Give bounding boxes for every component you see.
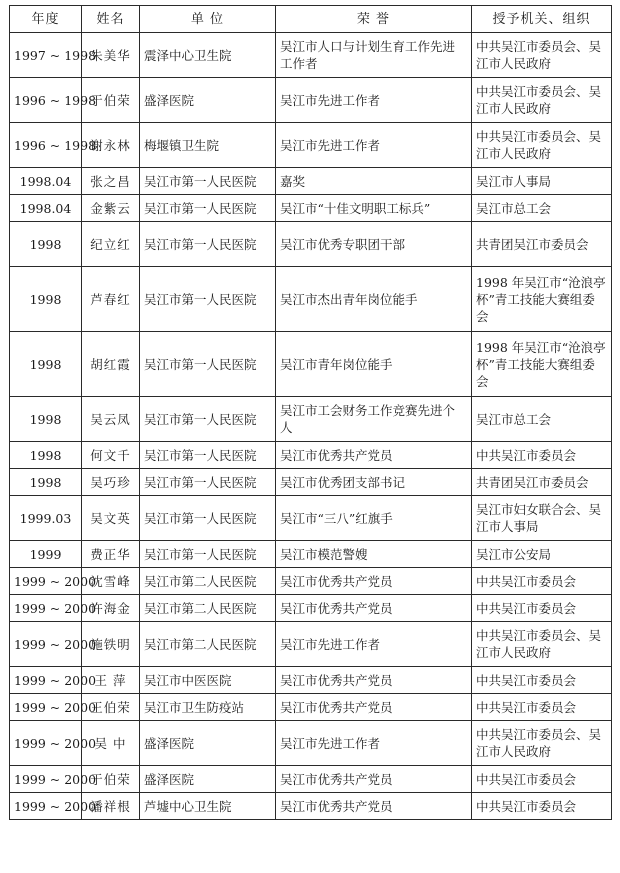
cell-honor: 吴江市优秀共产党员 xyxy=(276,694,472,721)
table-header xyxy=(10,6,612,33)
cell-name: 沈雪峰 xyxy=(82,568,140,595)
header-org: 授予机关、组织 xyxy=(472,6,612,33)
cell-honor: 吴江市“十佳文明职工标兵” xyxy=(276,195,472,222)
table-row xyxy=(10,267,612,332)
table-row xyxy=(10,168,612,195)
cell-org: 中共吴江市委员会 xyxy=(472,568,612,595)
cell-year: 1997 ~ 1998 xyxy=(10,33,82,78)
cell-honor: 吴江市先进工作者 xyxy=(276,123,472,168)
header-unit: 单 位 xyxy=(140,6,276,33)
table-row xyxy=(10,793,612,820)
table-row xyxy=(10,195,612,222)
table-row xyxy=(10,397,612,442)
cell-honor: 吴江市青年岗位能手 xyxy=(276,332,472,397)
cell-name: 施铁明 xyxy=(82,622,140,667)
cell-unit: 盛泽医院 xyxy=(140,721,276,766)
table-row xyxy=(10,78,612,123)
header-row xyxy=(10,6,612,33)
cell-org: 中共吴江市委员会、吴江市人民政府 xyxy=(472,721,612,766)
cell-unit: 吴江市第一人民医院 xyxy=(140,267,276,332)
table-row xyxy=(10,595,612,622)
cell-name: 张之昌 xyxy=(82,168,140,195)
cell-name: 吴云凤 xyxy=(82,397,140,442)
cell-name: 朱美华 xyxy=(82,33,140,78)
honors-table xyxy=(9,5,612,820)
cell-year: 1998 xyxy=(10,469,82,496)
cell-honor: 吴江市先进工作者 xyxy=(276,78,472,123)
cell-name: 谢永林 xyxy=(82,123,140,168)
cell-org: 共青团吴江市委员会 xyxy=(472,222,612,267)
cell-org: 中共吴江市委员会、吴江市人民政府 xyxy=(472,78,612,123)
table-row xyxy=(10,568,612,595)
cell-year: 1999.03 xyxy=(10,496,82,541)
cell-unit: 吴江市第二人民医院 xyxy=(140,595,276,622)
cell-org: 中共吴江市委员会、吴江市人民政府 xyxy=(472,622,612,667)
cell-honor: 吴江市模范警嫂 xyxy=(276,541,472,568)
header-honor: 荣 誉 xyxy=(276,6,472,33)
table-row xyxy=(10,721,612,766)
cell-org: 共青团吴江市委员会 xyxy=(472,469,612,496)
cell-org: 中共吴江市委员会 xyxy=(472,667,612,694)
cell-name: 王伯荣 xyxy=(82,694,140,721)
table-body xyxy=(10,33,612,820)
cell-year: 1999 ~ 2000 xyxy=(10,568,82,595)
cell-year: 1999 ~ 2000 xyxy=(10,595,82,622)
cell-honor: 吴江市“三八”红旗手 xyxy=(276,496,472,541)
cell-unit: 吴江市第一人民医院 xyxy=(140,397,276,442)
cell-year: 1998 xyxy=(10,397,82,442)
cell-honor: 吴江市先进工作者 xyxy=(276,622,472,667)
cell-year: 1998 xyxy=(10,222,82,267)
cell-unit: 吴江市第一人民医院 xyxy=(140,442,276,469)
table-row xyxy=(10,332,612,397)
cell-unit: 梅堰镇卫生院 xyxy=(140,123,276,168)
cell-unit: 盛泽医院 xyxy=(140,766,276,793)
cell-org: 中共吴江市委员会 xyxy=(472,442,612,469)
cell-org: 吴江市人事局 xyxy=(472,168,612,195)
table-row xyxy=(10,694,612,721)
cell-name: 于伯荣 xyxy=(82,766,140,793)
cell-year: 1998 xyxy=(10,267,82,332)
cell-name: 纪立红 xyxy=(82,222,140,267)
cell-unit: 吴江市第二人民医院 xyxy=(140,568,276,595)
cell-org: 中共吴江市委员会 xyxy=(472,766,612,793)
cell-unit: 吴江市第一人民医院 xyxy=(140,496,276,541)
cell-name: 潘祥根 xyxy=(82,793,140,820)
cell-year: 1996 ~ 1998 xyxy=(10,78,82,123)
table-row xyxy=(10,33,612,78)
cell-name: 吴文英 xyxy=(82,496,140,541)
cell-org: 吴江市妇女联合会、吴江市人事局 xyxy=(472,496,612,541)
cell-year: 1996 ~ 1998 xyxy=(10,123,82,168)
cell-org: 中共吴江市委员会、吴江市人民政府 xyxy=(472,123,612,168)
table-row xyxy=(10,766,612,793)
cell-year: 1999 xyxy=(10,541,82,568)
cell-unit: 吴江市第二人民医院 xyxy=(140,622,276,667)
cell-year: 1998 xyxy=(10,332,82,397)
cell-unit: 震泽中心卫生院 xyxy=(140,33,276,78)
table-row xyxy=(10,622,612,667)
cell-name: 芦春红 xyxy=(82,267,140,332)
cell-name: 何文千 xyxy=(82,442,140,469)
cell-org: 1998 年吴江市“沧浪亭杯”青工技能大赛组委会 xyxy=(472,332,612,397)
table-row xyxy=(10,123,612,168)
cell-name: 金紫云 xyxy=(82,195,140,222)
cell-honor: 吴江市优秀共产党员 xyxy=(276,595,472,622)
table-row xyxy=(10,469,612,496)
cell-name: 许海金 xyxy=(82,595,140,622)
table-row xyxy=(10,222,612,267)
cell-honor: 嘉奖 xyxy=(276,168,472,195)
cell-name: 王 萍 xyxy=(82,667,140,694)
cell-org: 中共吴江市委员会 xyxy=(472,793,612,820)
cell-name: 于伯荣 xyxy=(82,78,140,123)
cell-year: 1999 ~ 2000 xyxy=(10,694,82,721)
cell-name: 吴 中 xyxy=(82,721,140,766)
cell-org: 吴江市总工会 xyxy=(472,195,612,222)
table-row xyxy=(10,667,612,694)
cell-org: 吴江市公安局 xyxy=(472,541,612,568)
cell-unit: 吴江市第一人民医院 xyxy=(140,168,276,195)
cell-year: 1999 ~ 2000 xyxy=(10,766,82,793)
table-row xyxy=(10,496,612,541)
cell-honor: 吴江市先进工作者 xyxy=(276,721,472,766)
cell-unit: 吴江市第一人民医院 xyxy=(140,195,276,222)
cell-honor: 吴江市工会财务工作竞赛先进个人 xyxy=(276,397,472,442)
header-year: 年度 xyxy=(10,6,82,33)
cell-unit: 吴江市第一人民医院 xyxy=(140,469,276,496)
cell-year: 1998 xyxy=(10,442,82,469)
cell-honor: 吴江市优秀共产党员 xyxy=(276,793,472,820)
cell-unit: 芦墟中心卫生院 xyxy=(140,793,276,820)
cell-org: 中共吴江市委员会、吴江市人民政府 xyxy=(472,33,612,78)
header-name: 姓名 xyxy=(82,6,140,33)
cell-org: 中共吴江市委员会 xyxy=(472,595,612,622)
cell-year: 1999 ~ 2000 xyxy=(10,622,82,667)
cell-honor: 吴江市优秀团支部书记 xyxy=(276,469,472,496)
cell-honor: 吴江市杰出青年岗位能手 xyxy=(276,267,472,332)
cell-unit: 盛泽医院 xyxy=(140,78,276,123)
cell-unit: 吴江市第一人民医院 xyxy=(140,541,276,568)
cell-unit: 吴江市第一人民医院 xyxy=(140,332,276,397)
cell-year: 1998.04 xyxy=(10,168,82,195)
cell-unit: 吴江市中医医院 xyxy=(140,667,276,694)
table-row xyxy=(10,442,612,469)
cell-honor: 吴江市优秀专职团干部 xyxy=(276,222,472,267)
cell-year: 1999 ~ 2000 xyxy=(10,721,82,766)
cell-year: 1999 ~ 2000 xyxy=(10,667,82,694)
cell-name: 胡红霞 xyxy=(82,332,140,397)
cell-org: 1998 年吴江市“沧浪亭杯”青工技能大赛组委会 xyxy=(472,267,612,332)
cell-year: 1999 ~ 2000 xyxy=(10,793,82,820)
cell-org: 吴江市总工会 xyxy=(472,397,612,442)
cell-honor: 吴江市优秀共产党员 xyxy=(276,766,472,793)
cell-honor: 吴江市优秀共产党员 xyxy=(276,667,472,694)
cell-name: 吴巧珍 xyxy=(82,469,140,496)
cell-honor: 吴江市优秀共产党员 xyxy=(276,568,472,595)
cell-unit: 吴江市卫生防疫站 xyxy=(140,694,276,721)
cell-name: 费正华 xyxy=(82,541,140,568)
cell-unit: 吴江市第一人民医院 xyxy=(140,222,276,267)
cell-honor: 吴江市人口与计划生育工作先进工作者 xyxy=(276,33,472,78)
cell-year: 1998.04 xyxy=(10,195,82,222)
cell-org: 中共吴江市委员会 xyxy=(472,694,612,721)
table-row xyxy=(10,541,612,568)
cell-honor: 吴江市优秀共产党员 xyxy=(276,442,472,469)
